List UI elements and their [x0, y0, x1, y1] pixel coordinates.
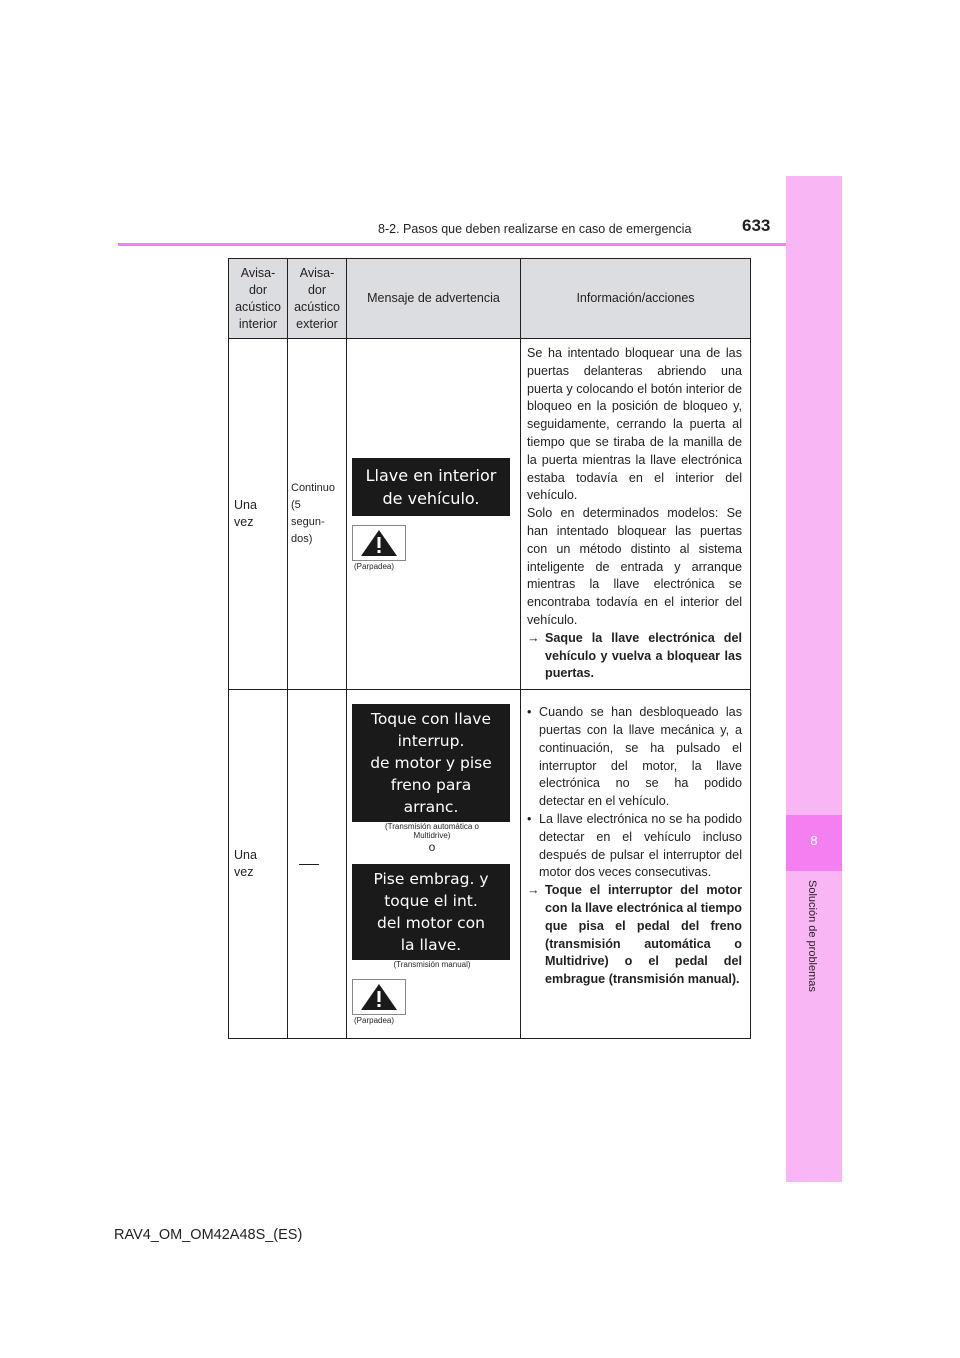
message-line: del motor con	[377, 913, 485, 932]
caption-auto	[347, 822, 517, 840]
header-text-line: Avisa-	[240, 265, 276, 280]
table-row	[229, 339, 751, 690]
exterior-buzzer-cell	[288, 690, 347, 1039]
bullet-text: Cuando se han desbloqueado las puertas con la llave mecánica y, a continuación, se ha pulsado el interruptor del motor, la llave electrónica no se ha podido detectar en el vehículo.	[539, 705, 742, 809]
caption-manual: (Transmisión manual)	[393, 959, 471, 969]
arrow-icon: →	[527, 630, 540, 645]
header-text-line: acústico	[294, 299, 340, 314]
header-interior-buzzer	[229, 259, 288, 339]
header-warning-message: Mensaje de advertencia	[347, 259, 521, 339]
message-display-manual	[352, 864, 510, 960]
warning-message-cell	[347, 339, 521, 690]
message-display	[352, 458, 510, 516]
exterior-buzzer-cell	[288, 339, 347, 690]
message-display-auto	[352, 704, 510, 822]
table-header-row	[229, 259, 751, 339]
side-tab-bar	[786, 176, 842, 1182]
interior-buzzer-cell	[229, 339, 288, 690]
bullet-icon: •	[527, 811, 532, 826]
header-text-line: Avisa-	[299, 265, 335, 280]
blink-caption: (Parpadea)	[354, 1015, 395, 1025]
document-code: RAV4_OM_OM42A48S_(ES)	[114, 1227, 303, 1243]
warning-message-cell	[347, 690, 521, 1039]
action-item	[527, 630, 742, 683]
warning-triangle-icon	[352, 525, 406, 561]
bullet-icon: •	[527, 705, 532, 720]
message-line: Llave en interior	[365, 465, 497, 485]
cell-text-line: segun-	[291, 516, 325, 529]
action-text: Saque la llave electrónica del vehículo y vuelva a bloquear las puertas.	[545, 630, 742, 681]
arrow-icon: →	[527, 883, 540, 898]
cell-text-line: vez	[234, 515, 254, 530]
message-line: arranc.	[403, 797, 459, 816]
list-item	[527, 811, 742, 882]
header-text-line: dor	[248, 282, 268, 297]
header-text-line: exterior	[296, 316, 338, 331]
message-line: freno para	[390, 775, 472, 794]
cell-text-line: Continuo	[291, 482, 336, 495]
cell-text-line: dos)	[291, 533, 313, 546]
header-rule	[118, 243, 786, 246]
action-text: Toque el interruptor del motor con la llave electrónica al tiempo que pisa el pedal del freno (transmisión automática o Multidrive) o el pedal del embrague (transmisión manual).	[545, 883, 742, 987]
info-paragraph: Se ha intentado bloquear una de las puertas delanteras abriendo una puerta y colocando el botón interior de bloqueo en la posición de bloqueo y, seguidamente, cerrando la puerta al tiempo que se tiraba de la manilla de la puerta mientras la llave electrónica estaba todavía en el interior del vehículo.	[527, 346, 742, 503]
cell-text-line: Una	[234, 848, 257, 863]
no-sound-dash	[299, 864, 319, 865]
header-text-line: interior	[238, 316, 278, 331]
caption-line: (Transmisión automática o	[385, 821, 479, 831]
header-exterior-buzzer	[288, 259, 347, 339]
message-line: de motor y pise	[370, 753, 492, 772]
blink-caption: (Parpadea)	[354, 561, 395, 571]
chapter-number: 8	[810, 833, 818, 848]
message-line: de vehículo.	[382, 488, 480, 508]
info-actions-cell	[521, 690, 751, 1039]
message-line: toque el int.	[384, 891, 478, 910]
bullet-text: La llave electrónica no se ha podido detectar en el vehículo incluso después de pulsar el interruptor del motor dos veces consecutivas.	[539, 811, 742, 880]
info-actions-cell	[521, 339, 751, 690]
warning-triangle-icon	[352, 979, 406, 1015]
or-text: o	[428, 839, 436, 854]
header-info-actions: Información/acciones	[521, 259, 751, 339]
cell-text-line: vez	[234, 865, 254, 880]
header-text-line: dor	[307, 282, 327, 297]
action-item	[527, 882, 742, 989]
caption-line: Multidrive)	[413, 830, 451, 840]
section-title: 8-2. Pasos que deben realizarse en caso de emergencia	[378, 222, 692, 236]
warning-table	[228, 258, 751, 1039]
table-row	[229, 690, 751, 1039]
page-number: 633	[742, 216, 771, 235]
header-text-line: acústico	[235, 299, 281, 314]
message-line: la llave.	[400, 935, 462, 954]
interior-buzzer-cell	[229, 690, 288, 1039]
cell-text-line: Una	[234, 498, 257, 513]
list-item	[527, 704, 742, 811]
chapter-title-vertical	[804, 880, 824, 1000]
message-line: interrup.	[397, 731, 465, 750]
chapter-title: Solución de problemas	[806, 880, 818, 992]
info-paragraph: Solo en determinados modelos: Se han intentado bloquear las puertas con un método distinto al sistema inteligente de entrada y arranque mientras la llave electrónica se encontraba todavía en el interior del vehículo.	[527, 506, 742, 627]
cell-text-line: (5	[291, 499, 301, 512]
message-line: Toque con llave	[370, 709, 492, 728]
message-line: Pise embrag. y	[373, 869, 489, 888]
